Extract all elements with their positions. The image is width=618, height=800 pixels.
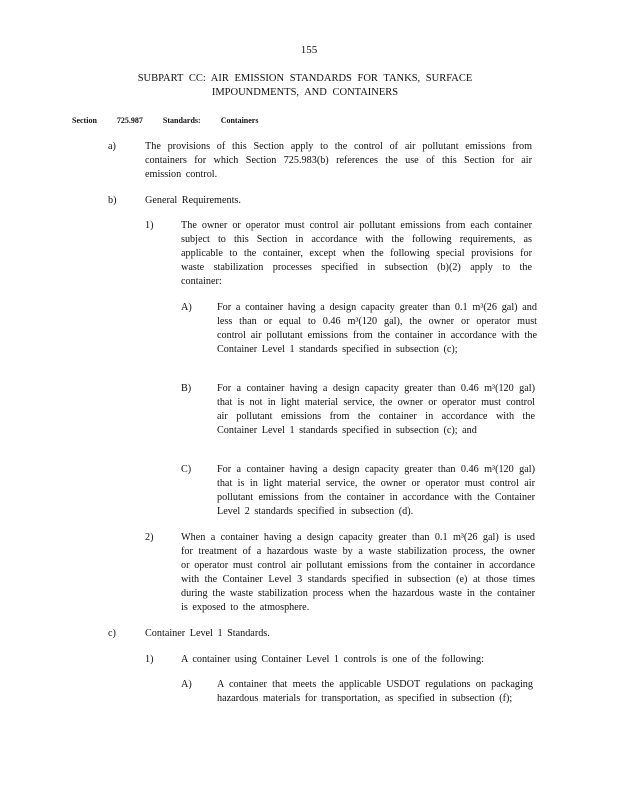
paragraph-marker-a: a)	[108, 141, 116, 152]
paragraph-b1-text: The owner or operator must control air pollutant emissions from each container subject to this Section in accordance with the following requirements, as applicable to the container, except when the following special provisions for waste stabilization processes specified in subsection (b)(2) apply to the container:	[181, 220, 532, 287]
paragraph-b1a-text: For a container having a design capacity greater than 0.1 m³(26 gal) and less than or equal to 0.46 m³(120 gal), the owner or operator must control air pollutant emissions from the container in accordance with the Container Level 1 standards specified in subsection (c);	[217, 302, 537, 355]
page-number: 155	[300, 44, 318, 56]
section-subject: Containers	[220, 116, 259, 125]
paragraph-marker-c1a: A)	[181, 679, 192, 690]
section-number: 725.987	[116, 116, 143, 125]
subpart-title: SUBPART CC: AIR EMISSION STANDARDS FOR TANKS, SURFACE IMPOUNDMENTS, AND CONTAINERS	[137, 73, 473, 98]
section-title: Standards:	[162, 116, 201, 125]
paragraph-marker-b: b)	[108, 195, 117, 206]
paragraph-marker-c: c)	[108, 628, 116, 639]
paragraph-marker-b1: 1)	[145, 220, 154, 231]
paragraph-b1b-text: For a container having a design capacity greater than 0.46 m³(120 gal) that is not in light material service, the owner or operator must control air pollutant emissions from the container in accordance with the Container Level 1 standards specified in subsection (c); and	[217, 383, 535, 436]
paragraph-b2-text: When a container having a design capacity greater than 0.1 m³(26 gal) is used for treatment of a hazardous waste by a waste stabilization process, the owner or operator must control air pollutant emissions from the container in accordance with the Container Level 3 standards specified in subsection (e) at those times during the waste stabilization process when the hazardous waste in the container is exposed to the atmosphere.	[181, 532, 535, 613]
paragraph-b-text: General Requirements.	[145, 195, 241, 206]
section-label: Section	[72, 116, 97, 125]
paragraph-b1c-text: For a container having a design capacity greater than 0.46 m³(120 gal) that is in light material service, the owner or operator must control air pollutant emissions from the container in accordance with the Container Level 2 standards specified in subsection (d).	[217, 464, 535, 517]
paragraph-marker-b1b: B)	[181, 383, 192, 394]
paragraph-marker-b1a: A)	[181, 302, 192, 313]
paragraph-marker-b2: 2)	[145, 532, 154, 543]
paragraph-c1a-text: A container that meets the applicable USDOT regulations on packaging hazardous materials for transportation, as specified in subsection (f);	[217, 679, 533, 704]
paragraph-marker-b1c: C)	[181, 464, 192, 475]
paragraph-marker-c1: 1)	[145, 654, 154, 665]
paragraph-c1-text: A container using Container Level 1 controls is one of the following:	[181, 654, 484, 665]
paragraph-c-text: Container Level 1 Standards.	[145, 628, 270, 639]
paragraph-a-text: The provisions of this Section apply to the control of air pollutant emissions from containers for which Section 725.983(b) references the use of this Section for air emission control.	[145, 141, 532, 180]
section-heading	[72, 116, 276, 125]
